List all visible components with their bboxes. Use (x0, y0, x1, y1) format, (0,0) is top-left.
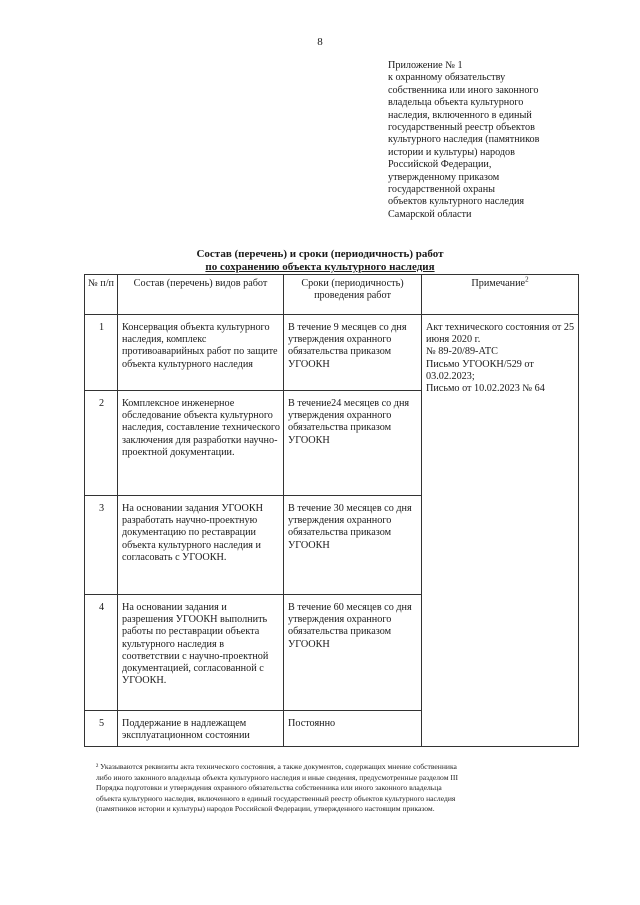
table-title (0, 248, 640, 274)
appendix-header (388, 60, 598, 221)
appendix-line: наследия, включенного в единый (388, 109, 532, 121)
footnote (96, 762, 584, 815)
note-line: Письмо от 10.02.2023 № 64 (426, 383, 545, 395)
appendix-line: Самарской области (388, 208, 472, 220)
header-note-label: Примечание (471, 278, 526, 289)
header-note (422, 275, 579, 315)
note-line: Акт технического состояния от 25 июня 2020 г. (426, 322, 575, 346)
row-works: Консервация объекта культурного наследия, комплекс противоаварийных работ по защите объекта культурного наследия (118, 315, 284, 391)
footnote-line: (памятников истории и культуры) народов Российской Федерации, утвержденного настоящим приказом. (96, 804, 435, 814)
row-num: 1 (85, 315, 118, 391)
row-terms: В течение 30 месяцев со дня утверждения охранного обязательства приказом УГООКН (284, 496, 422, 595)
row-num: 3 (85, 496, 118, 595)
footnote-line: объекта культурного наследия, включенного в единый государственный реестр объектов культурного наследия (96, 793, 456, 803)
row-terms: В течение 9 месяцев со дня утверждения охранного обязательства приказом УГООКН (284, 315, 422, 391)
page-number: 8 (317, 36, 323, 48)
appendix-line: объектов культурного наследия (388, 196, 525, 208)
row-works: Поддержание в надлежащем эксплуатационном состоянии (118, 711, 284, 747)
appendix-line: владельца объекта культурного (388, 97, 524, 109)
appendix-line: Российской Федерации, (388, 159, 492, 171)
footnote-line: либо иного законного владельца объекта культурного наследия и иные сведения, предусмотренные разделом III (96, 772, 458, 782)
row-works: Комплексное инженерное обследование объекта культурного наследия, составление технического заключения для разработки научно-проектной документации. (118, 391, 284, 496)
footnote-line: ² Указываются реквизиты акта технического состояния, а также документов, содержащих мнение собственника (96, 762, 457, 771)
appendix-line: культурного наследия (памятников (388, 134, 540, 146)
row-terms: В течение 60 месяцев со дня утверждения охранного обязательства приказом УГООКН (284, 595, 422, 711)
note-cell (422, 315, 579, 747)
note-line: Письмо УГООКН/529 от 03.02.2023; (426, 358, 534, 382)
appendix-line: государственной охраны (388, 184, 495, 196)
header-terms: Сроки (периодичность) проведения работ (284, 275, 422, 315)
appendix-line: истории и культуры) народов (388, 146, 515, 158)
table-title-line1: Состав (перечень) и сроки (периодичность) работ (196, 248, 444, 260)
row-terms: Постоянно (284, 711, 422, 747)
row-num: 2 (85, 391, 118, 496)
row-num: 4 (85, 595, 118, 711)
appendix-line: собственника или иного законного (388, 84, 539, 96)
row-works: На основании задания УГООКН разработать научно-проектную документацию по реставрации объекта культурного наследия и согласовать с УГООКН. (118, 496, 284, 595)
table-title-line2: по сохранению объекта культурного наследия (205, 261, 435, 273)
header-works: Состав (перечень) видов работ (118, 275, 284, 315)
footnote-marker: 2 (525, 275, 529, 284)
appendix-line: государственный реестр объектов (388, 122, 535, 134)
table-header-row (85, 275, 579, 315)
row-works: На основании задания и разрешения УГООКН выполнить работы по реставрации объекта культурного наследия в соответствии с научно-проектной документацией, согласованной с УГООКН. (118, 595, 284, 711)
appendix-line: утвержденному приказом (388, 171, 500, 183)
table-row (85, 315, 579, 391)
appendix-line: Приложение № 1 (388, 60, 463, 71)
appendix-line: к охранному обязательству (388, 72, 506, 84)
row-terms: В течение24 месяцев со дня утверждения охранного обязательства приказом УГООКН (284, 391, 422, 496)
works-table (84, 274, 579, 747)
row-num: 5 (85, 711, 118, 747)
header-num: № п/п (85, 275, 118, 315)
footnote-line: Порядка подготовки и утверждения охранного обязательства собственника или иного законного владельца (96, 783, 442, 793)
note-line: № 89-20/89-АТС (426, 346, 498, 358)
